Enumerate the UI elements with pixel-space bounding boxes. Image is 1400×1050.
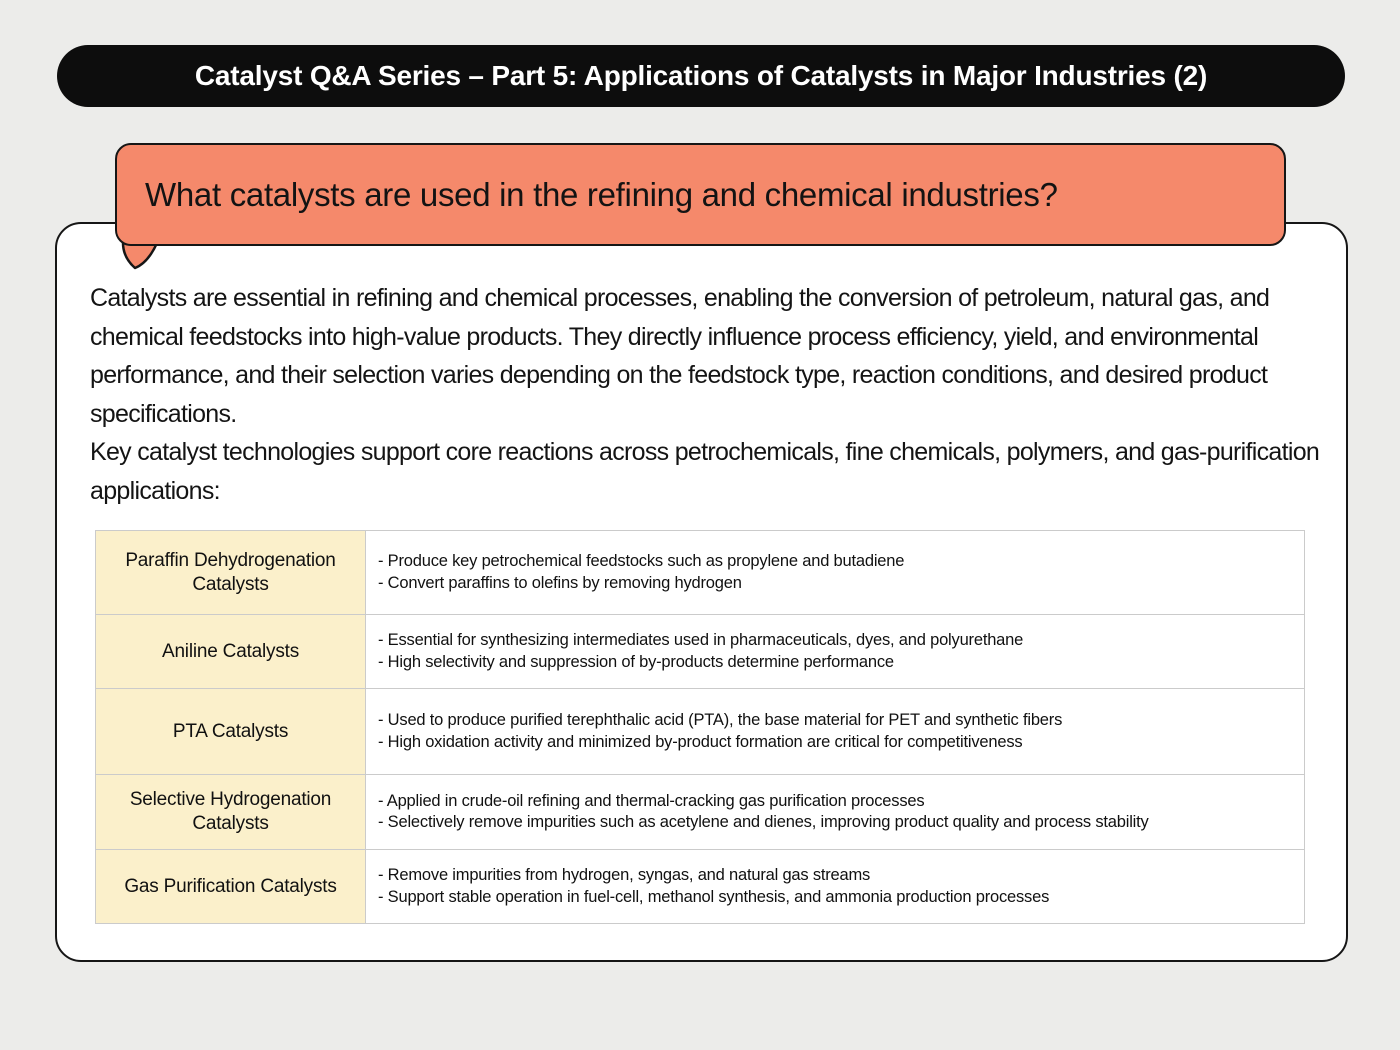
- description-line: - Support stable operation in fuel-cell, methanol synthesis, and ammonia production processes: [378, 887, 1050, 906]
- table-row: [96, 689, 1305, 775]
- catalyst-description-cell: [366, 689, 1305, 775]
- catalyst-description-cell: [366, 531, 1305, 615]
- description-line: - Essential for synthesizing intermediates used in pharmaceuticals, dyes, and polyurethane: [378, 631, 1024, 649]
- catalyst-name-cell: Aniline Catalysts: [96, 615, 366, 689]
- description-line: - Produce key petrochemical feedstocks such as propylene and butadiene: [378, 552, 905, 570]
- catalyst-name-cell: Gas Purification Catalysts: [96, 850, 366, 924]
- page-title: Catalyst Q&A Series – Part 5: Applications of Catalysts in Major Industries (2): [194, 60, 1208, 91]
- catalyst-table: [95, 530, 1305, 924]
- question-text: What catalysts are used in the refining and chemical industries?: [145, 175, 1058, 213]
- catalyst-name-cell: Paraffin Dehydrogenation Catalysts: [96, 531, 366, 615]
- catalyst-name-cell: PTA Catalysts: [96, 689, 366, 775]
- table-row: [96, 850, 1305, 924]
- description-line: - Remove impurities from hydrogen, syngas, and natural gas streams: [378, 866, 871, 884]
- catalyst-description-cell: [366, 775, 1305, 850]
- answer-paragraph-2: Key catalyst technologies support core reactions across petrochemicals, fine chemicals, polymers, and gas-purification applications:: [90, 438, 1320, 505]
- description-line: - Used to produce purified terephthalic acid (PTA), the base material for PET and synthetic fibers: [378, 711, 1063, 729]
- description-line: - Applied in crude-oil refining and thermal-cracking gas purification processes: [378, 791, 925, 810]
- catalyst-description-cell: [366, 615, 1305, 689]
- description-line: - High oxidation activity and minimized by-product formation are critical for competitiveness: [378, 732, 1023, 751]
- answer-paragraph-1: Catalysts are essential in refining and chemical processes, enabling the conversion of petroleum, natural gas, and chemical feedstocks into high-value products. They directly influence process efficiency, yield, and environmental performance, and their selection varies depending on the feedstock type, reaction conditions, and desired product specifications.: [90, 284, 1270, 428]
- table-row: [96, 775, 1305, 850]
- speech-bubble-tail: [121, 243, 163, 271]
- header-pill: [57, 45, 1345, 107]
- description-line: - Convert paraffins to olefins by removing hydrogen: [378, 573, 742, 592]
- catalyst-name-cell: Selective Hydrogenation Catalysts: [96, 775, 366, 850]
- table-row: [96, 615, 1305, 689]
- description-line: - High selectivity and suppression of by-products determine performance: [378, 652, 894, 671]
- catalyst-description-cell: [366, 850, 1305, 924]
- question-bubble: [115, 143, 1286, 246]
- description-line: - Selectively remove impurities such as acetylene and dienes, improving product quality and process stability: [378, 813, 1149, 831]
- table-row: [96, 531, 1305, 615]
- answer-body: [90, 279, 1335, 510]
